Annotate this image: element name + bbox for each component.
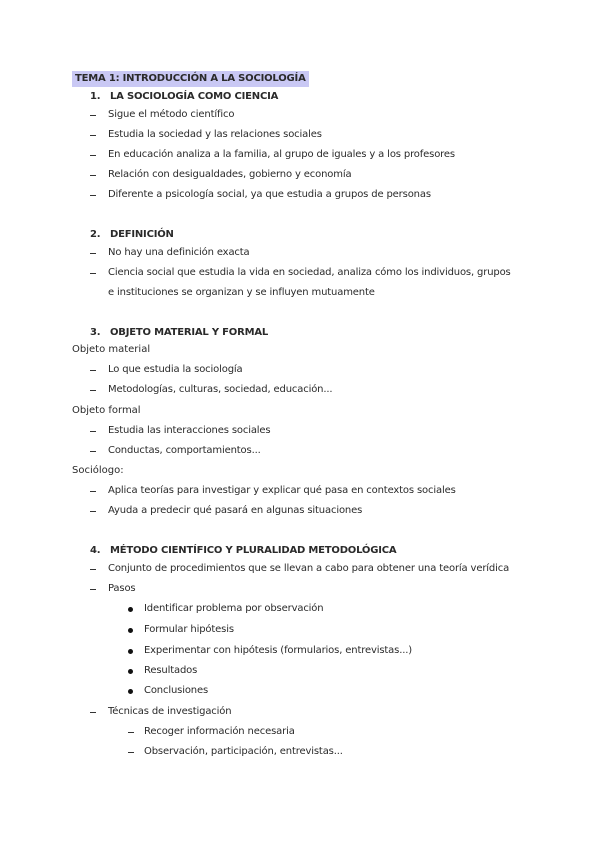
- list-item: Estudia las interacciones sociales: [108, 425, 271, 436]
- dash-bullet: [90, 431, 96, 432]
- section-3-heading: [90, 326, 268, 340]
- dash-bullet: [90, 195, 96, 196]
- step-item: Resultados: [144, 665, 198, 676]
- list-item: Sigue el método científico: [108, 109, 235, 120]
- dash-bullet: [90, 491, 96, 492]
- section-number: 1.: [90, 91, 101, 102]
- dash-bullet: [90, 511, 96, 512]
- step-item: Identificar problema por observación: [144, 603, 324, 614]
- dash-bullet: [90, 135, 96, 136]
- list-item: No hay una definición exacta: [108, 247, 250, 258]
- list-item: Relación con desigualdades, gobierno y economía: [108, 169, 352, 180]
- group-label: Objeto formal: [72, 405, 141, 416]
- technique-item: Observación, participación, entrevistas...: [144, 746, 343, 757]
- dash-bullet: [90, 253, 96, 254]
- section-2-heading: [90, 228, 174, 242]
- section-number: 3.: [90, 327, 101, 338]
- bullet-dot: [128, 628, 133, 633]
- section-title: MÉTODO CIENTÍFICO Y PLURALIDAD METODOLÓGICA: [110, 545, 397, 556]
- dash-bullet: [90, 155, 96, 156]
- group-label: Objeto material: [72, 344, 151, 355]
- section-title: DEFINICIÓN: [110, 229, 174, 240]
- list-item-continuation: e instituciones se organizan y se influyen mutuamente: [108, 287, 375, 298]
- list-item: Lo que estudia la sociología: [108, 364, 243, 375]
- section-title: LA SOCIOLOGÍA COMO CIENCIA: [110, 91, 279, 102]
- technique-item: Recoger información necesaria: [144, 726, 295, 737]
- list-item: Conjunto de procedimientos que se llevan a cabo para obtener una teoría verídica: [108, 563, 510, 574]
- dash-bullet: [90, 390, 96, 391]
- list-item: Conductas, comportamientos...: [108, 445, 261, 456]
- step-item: Formular hipótesis: [144, 624, 234, 635]
- bullet-dot: [128, 649, 133, 654]
- dash-bullet: [128, 732, 134, 733]
- dash-bullet: [90, 115, 96, 116]
- dash-bullet: [90, 712, 96, 713]
- list-item: Técnicas de investigación: [108, 706, 232, 717]
- list-item: Aplica teorías para investigar y explicar qué pasa en contextos sociales: [108, 485, 456, 496]
- list-item: Pasos: [108, 583, 136, 594]
- dash-bullet: [90, 370, 96, 371]
- list-item: Ciencia social que estudia la vida en sociedad, analiza cómo los individuos, grupos: [108, 267, 511, 278]
- list-item: Diferente a psicología social, ya que estudia a grupos de personas: [108, 189, 431, 200]
- dash-bullet: [90, 273, 96, 274]
- section-number: 2.: [90, 229, 101, 240]
- dash-bullet: [90, 589, 96, 590]
- group-label: Sociólogo:: [72, 465, 124, 476]
- bullet-dot: [128, 607, 133, 612]
- dash-bullet: [90, 451, 96, 452]
- dash-bullet: [90, 175, 96, 176]
- step-item: Conclusiones: [144, 685, 209, 696]
- list-item: Metodologías, culturas, sociedad, educación...: [108, 384, 333, 395]
- section-title: OBJETO MATERIAL Y FORMAL: [110, 327, 269, 338]
- list-item: Estudia la sociedad y las relaciones sociales: [108, 129, 322, 140]
- list-item: En educación analiza a la familia, al grupo de iguales y a los profesores: [108, 149, 455, 160]
- page-title: TEMA 1: INTRODUCCIÓN A LA SOCIOLOGÍA: [72, 71, 309, 87]
- bullet-dot: [128, 669, 133, 674]
- step-item: Experimentar con hipótesis (formularios, entrevistas...): [144, 645, 413, 656]
- list-item: Ayuda a predecir qué pasará en algunas situaciones: [108, 505, 363, 516]
- dash-bullet: [128, 752, 134, 753]
- dash-bullet: [90, 569, 96, 570]
- section-4-heading: [90, 544, 396, 558]
- bullet-dot: [128, 689, 133, 694]
- section-1-heading: [90, 90, 278, 104]
- section-number: 4.: [90, 545, 101, 556]
